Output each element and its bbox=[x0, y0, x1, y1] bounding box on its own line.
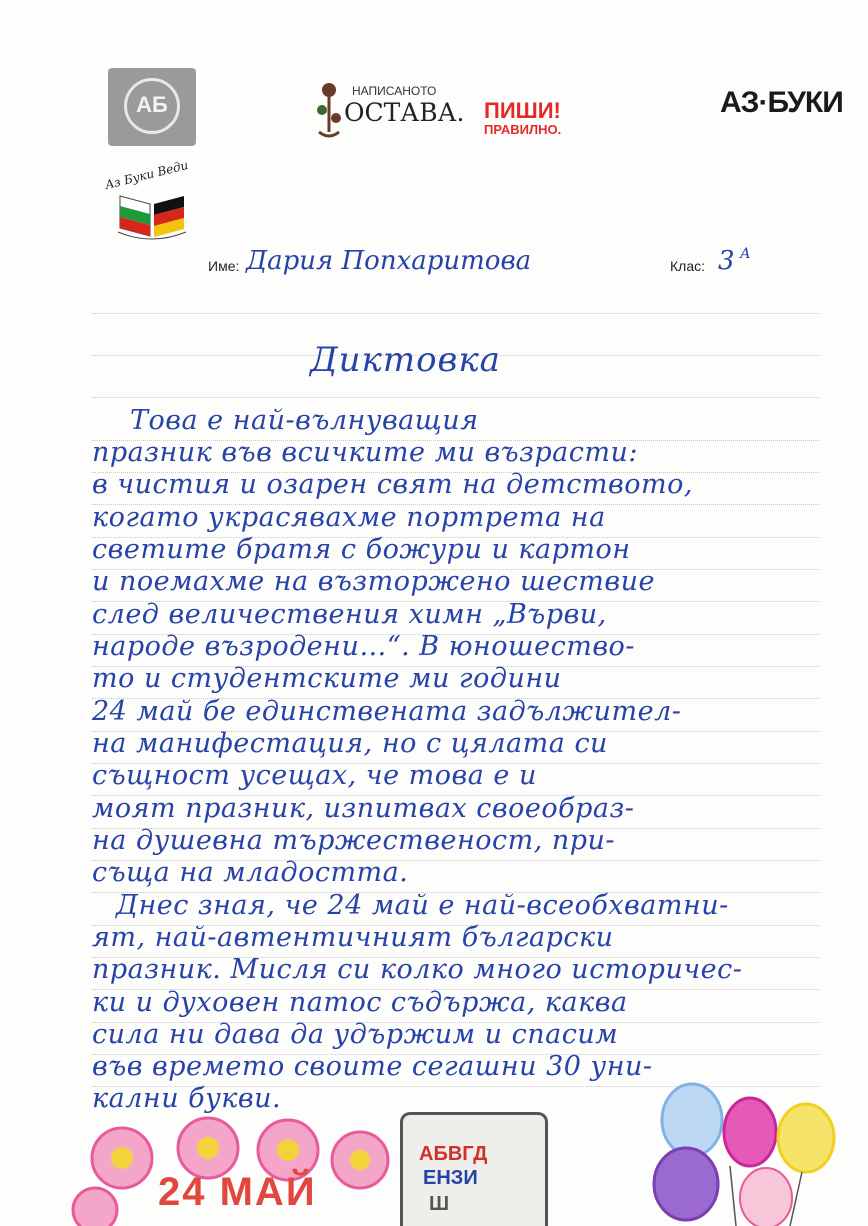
text-line: съща на младостта. bbox=[92, 857, 409, 888]
alphabet-scroll bbox=[400, 1112, 548, 1226]
text-line: във времето своите сегашни 30 уни- bbox=[92, 1051, 653, 1082]
class-letter: А bbox=[740, 246, 751, 262]
text-line: моят празник, изпитвах своеобраз- bbox=[92, 793, 635, 824]
text-line: ки и духовен патос съдържа, каква bbox=[92, 987, 628, 1018]
name-value: Дария Попхаритова bbox=[246, 246, 532, 276]
scroll-letters-row2: ЕНЗИ bbox=[423, 1167, 478, 1189]
ruled-line bbox=[92, 313, 820, 314]
brand-logo: АЗ·БУКИ bbox=[720, 86, 843, 119]
ornament-icon bbox=[314, 80, 344, 142]
flower-icon bbox=[73, 1188, 117, 1226]
text-line: същност усещах, че това е и bbox=[92, 760, 537, 791]
campaign-slogan1: ПИШИ! bbox=[484, 98, 561, 123]
text-line: и поемахме на възторжено шествие bbox=[92, 566, 655, 597]
text-line: Днес зная, че 24 май е най-всеобхватни- bbox=[116, 890, 729, 921]
class-label: Клас: bbox=[670, 258, 705, 274]
text-line: празник. Мисля си колко много историчес- bbox=[92, 954, 743, 985]
school-logo-name: Аз Буки Веди bbox=[103, 157, 190, 193]
text-line: празник във всичките ми възрасти: bbox=[92, 437, 638, 468]
flower-icon bbox=[178, 1118, 238, 1178]
publisher-logo-letters: АБ bbox=[136, 92, 168, 117]
text-line: 24 май бе единствената задължител- bbox=[92, 696, 682, 727]
class-value: 3 bbox=[718, 246, 735, 276]
text-line: кални букви. bbox=[92, 1083, 282, 1114]
text-line: сила ни дава да удържим и спасим bbox=[92, 1019, 619, 1050]
balloon-icon bbox=[778, 1104, 834, 1172]
name-label: Име: bbox=[208, 258, 240, 274]
campaign-logo bbox=[314, 80, 614, 142]
text-line: на манифестация, но с цялата си bbox=[92, 728, 608, 759]
campaign-slogan2: ПРАВИЛНО. bbox=[484, 122, 562, 137]
text-line: ят, най-автентичният български bbox=[92, 922, 614, 953]
balloons-drawing bbox=[640, 1080, 868, 1226]
balloon-icon bbox=[740, 1168, 792, 1226]
text-line: светите братя с божури и картон bbox=[92, 534, 631, 565]
flower-icon bbox=[92, 1128, 152, 1188]
text-line: народе възродени…“. В юношество- bbox=[92, 631, 635, 662]
flower-icon bbox=[332, 1132, 388, 1188]
text-line: на душевна тържественост, при- bbox=[92, 825, 616, 856]
scroll-letters-row3: Ш bbox=[429, 1193, 450, 1215]
ruled-line bbox=[92, 397, 820, 398]
scroll-letters-row1: АБВГД bbox=[419, 1143, 488, 1165]
publisher-logo bbox=[108, 68, 196, 146]
text-line: в чистия и озарен свят на детството, bbox=[92, 469, 693, 500]
text-line: след величествения химн „Върви, bbox=[92, 599, 607, 630]
date-text: 24 МАЙ bbox=[158, 1170, 317, 1214]
campaign-line2: ОСТАВА. bbox=[344, 98, 465, 127]
campaign-line1: НАПИСАНОТО bbox=[352, 84, 437, 98]
balloon-icon bbox=[654, 1148, 718, 1220]
text-line: Това е най-вълнуващия bbox=[130, 405, 479, 436]
dictation-title: Диктовка bbox=[310, 340, 501, 380]
balloon-icon bbox=[724, 1098, 776, 1166]
text-line: то и студентските ми години bbox=[92, 663, 562, 694]
balloon-icon bbox=[662, 1084, 722, 1156]
school-logo bbox=[96, 157, 208, 248]
flags-book-icon bbox=[114, 188, 190, 244]
text-line: когато украсявахме портрета на bbox=[92, 502, 606, 533]
